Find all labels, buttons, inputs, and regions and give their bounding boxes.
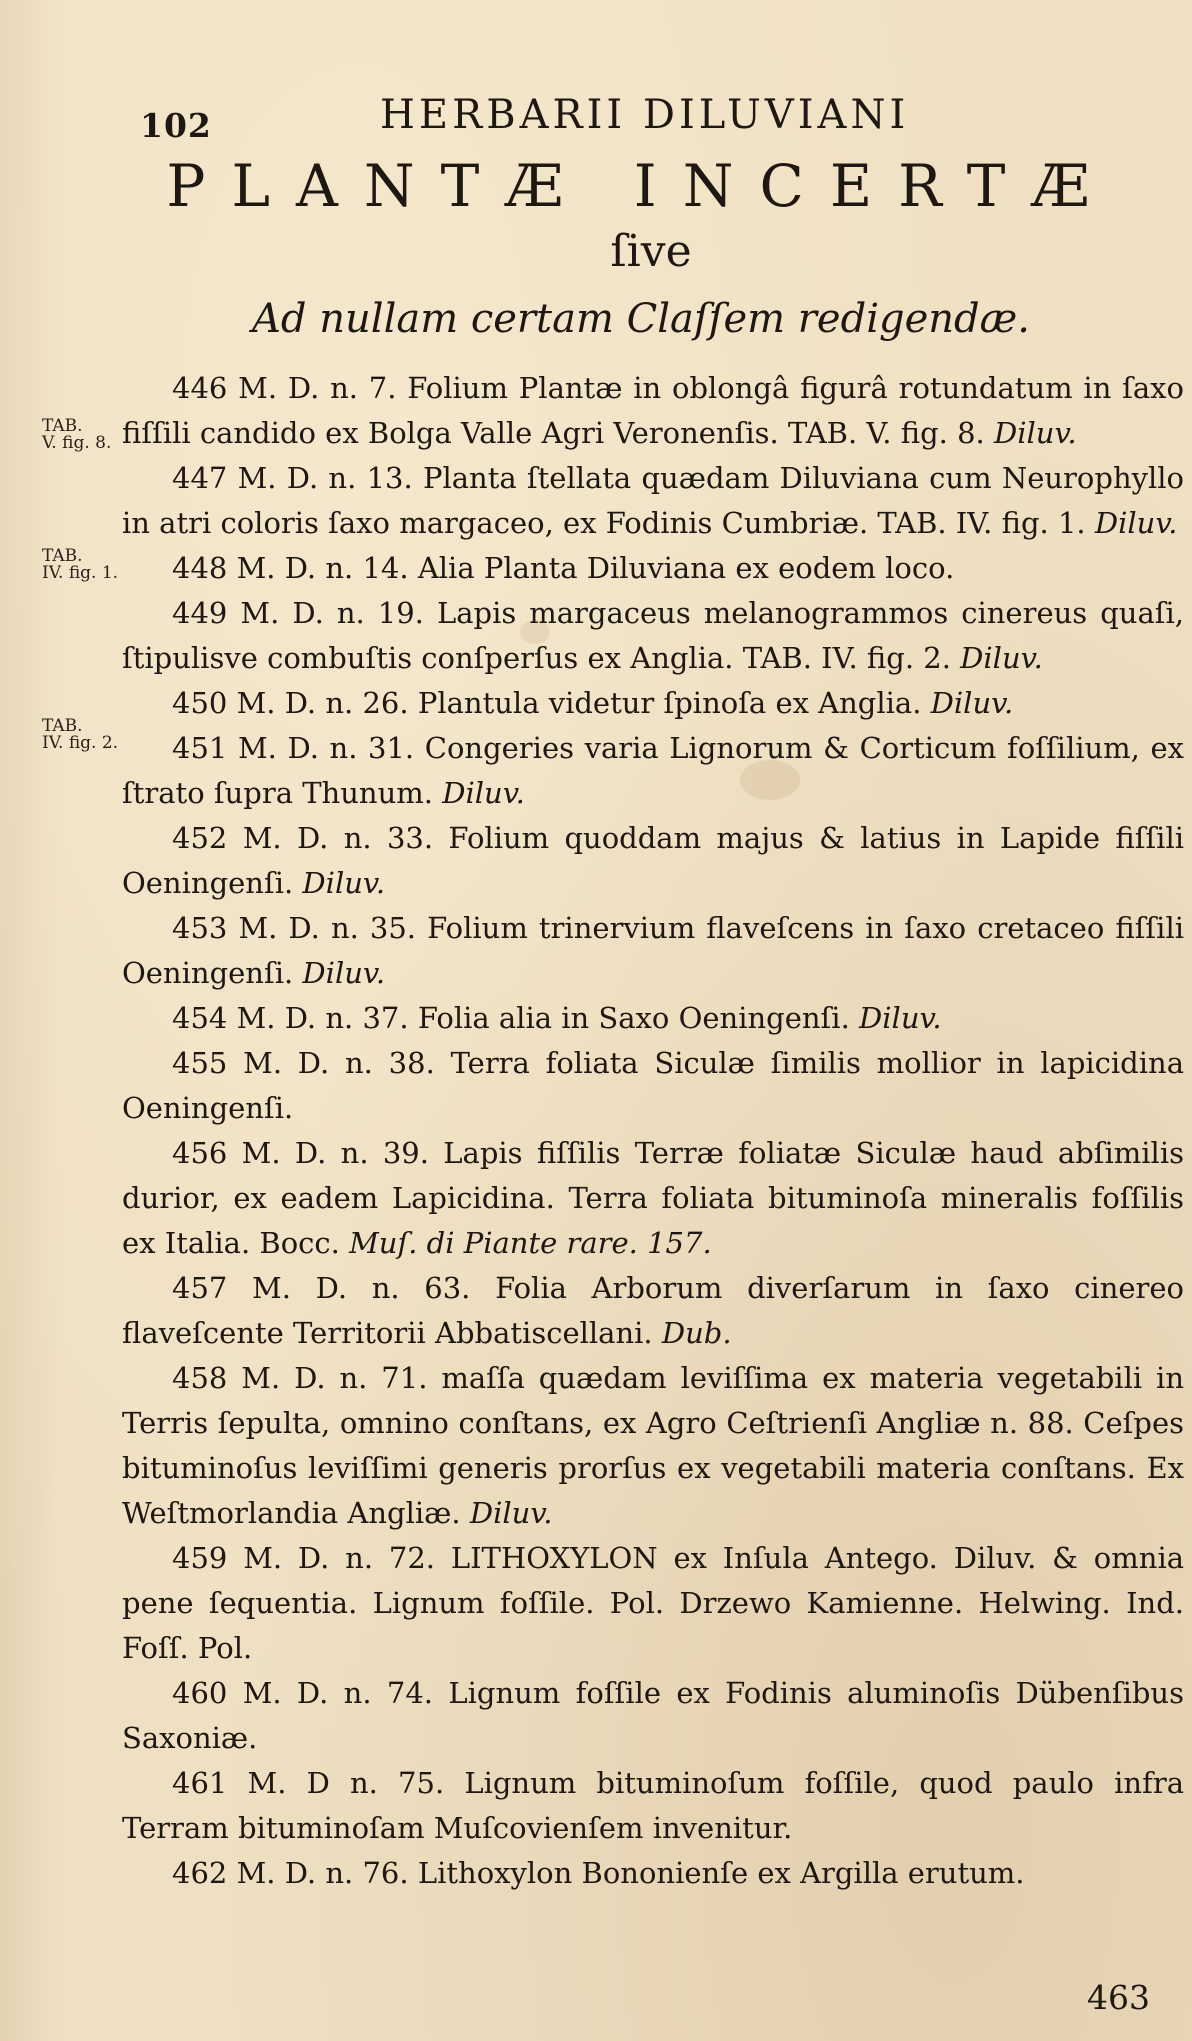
- catalog-entry: [122, 681, 1184, 726]
- entry-reference: M. D. n. 31.: [237, 731, 415, 765]
- margin-note: [42, 548, 120, 582]
- catalog-entry: [122, 1131, 1184, 1266]
- entry-number: 457: [172, 1271, 228, 1305]
- entry-source: Diluv.: [302, 956, 386, 990]
- catchword: 463: [1087, 1978, 1150, 2017]
- entry-source: Diluv.: [930, 686, 1014, 720]
- entry-source: Diluv.: [960, 641, 1043, 675]
- catalog-entry: [122, 726, 1184, 816]
- entry-number: 451: [172, 731, 228, 765]
- catalog-entry: [122, 996, 1184, 1041]
- entry-text: Lapis margaceus melanogrammos cinereus quaſi, ſtipulisve combuſtis conſperſus ex Anglia. TAB. IV. fig. 2.: [122, 596, 1184, 675]
- entry-number: 460: [172, 1676, 228, 1710]
- section-title: PLANTÆ INCERTÆ: [166, 152, 1116, 220]
- entry-reference: M. D. n. 37.: [236, 1001, 409, 1035]
- entry-number: 461: [172, 1766, 228, 1800]
- catalog-entry: [122, 1851, 1184, 1896]
- entry-number: 446: [172, 371, 228, 405]
- entry-text: Planta ſtellata quædam Diluviana cum Neurophyllo in atri coloris ſaxo margaceo, ex Fodinis Cumbriæ. TAB. IV. fig. 1.: [122, 461, 1185, 540]
- catalog-entry: [122, 1761, 1184, 1851]
- entry-number: 459: [172, 1541, 228, 1575]
- entry-reference: M. D n. 75.: [247, 1766, 445, 1800]
- margin-note-line: TAB.: [42, 416, 83, 436]
- entry-number: 453: [172, 911, 228, 945]
- entry-source: Diluv.: [993, 416, 1077, 450]
- entry-number: 448: [172, 551, 228, 585]
- entry-reference: M. D. n. 74.: [242, 1676, 434, 1710]
- catalog-entry: [122, 456, 1184, 546]
- entry-text: Lapis fiſſilis Terræ foliatæ Siculæ haud abſimilis durior, ex eadem Lapicidina. Terra foliata bituminoſa mineralis foſſilis ex Italia. Bocc.: [122, 1136, 1184, 1260]
- entry-text: Plantula videtur ſpinoſa ex Anglia.: [417, 686, 922, 720]
- entry-number: 462: [172, 1856, 228, 1890]
- entry-text: maſſa quædam leviſſima ex materia vegetabili in Terris ſepulta, omnino conſtans, ex Agro Ceſtrienſi Angliæ n. 88. Ceſpes bituminoſus leviſſimi generis prorſus ex vegetabili materia conſtans. Ex Weſtmorlandia Angliæ.: [122, 1361, 1184, 1530]
- running-title: HERBARII DILUVIANI: [380, 92, 910, 138]
- entry-reference: M. D. n. 38.: [243, 1046, 435, 1080]
- entry-reference: M. D. n. 76.: [236, 1856, 409, 1890]
- entry-reference: M. D. n. 39.: [241, 1136, 429, 1170]
- catalog-entry: [122, 366, 1184, 456]
- running-head: [140, 92, 1140, 145]
- entry-number: 450: [172, 686, 228, 720]
- entry-reference: M. D. n. 13.: [237, 461, 413, 495]
- margin-note-line: TAB.: [42, 546, 83, 566]
- catalog-entry: [122, 1356, 1184, 1536]
- entry-number: 454: [172, 1001, 228, 1035]
- catalog-entry: [122, 906, 1184, 996]
- entry-source: Diluv.: [859, 1001, 942, 1035]
- entry-number: 455: [172, 1046, 228, 1080]
- entry-text: LITHOXYLON ex Inſula Antego. Diluv. & omnia pene ſequentia. Lignum foſſile. Pol. Drzewo Kamienne. Helwing. Ind. Foſſ. Pol.: [122, 1541, 1185, 1665]
- catalog-entry: [122, 1536, 1184, 1671]
- entry-reference: M. D. n. 14.: [236, 551, 409, 585]
- entry-text: Alia Planta Diluviana ex eodem loco.: [417, 551, 955, 585]
- entry-text: Lignum foſſile ex Fodinis aluminoſis Dübenſibus Saxoniæ.: [122, 1676, 1184, 1755]
- entry-text: Folia alia in Saxo Oeningenſi.: [417, 1001, 850, 1035]
- catalog-entry: [122, 546, 1184, 591]
- entry-number: 447: [172, 461, 228, 495]
- entry-source: Diluv.: [1094, 506, 1178, 540]
- margin-note: [42, 718, 120, 752]
- entry-text: Folia Arborum diverſarum in ſaxo cinereo flaveſcente Territorii Abbatiscellani.: [122, 1271, 1185, 1350]
- entry-number: 452: [172, 821, 228, 855]
- entry-source: Diluv.: [469, 1496, 553, 1530]
- margin-note-line: TAB.: [42, 716, 83, 736]
- catalog-entry: [122, 1041, 1184, 1131]
- entry-text: Lignum bituminoſum foſſile, quod paulo infra Terram bituminoſam Muſcovienſem invenitur.: [122, 1766, 1184, 1845]
- entry-reference: M. D. n. 63.: [252, 1271, 471, 1305]
- entry-reference: M. D. n. 26.: [236, 686, 409, 720]
- entry-text: Congeries varia Lignorum & Corticum foſſilium, ex ſtrato ſupra Thunum.: [122, 731, 1185, 810]
- catalog-entry: [122, 1266, 1184, 1356]
- entry-reference: M. D. n. 35.: [238, 911, 417, 945]
- section-description: Ad nullam certam Claſſem redigendæ.: [252, 296, 1030, 342]
- catalog-entry: [122, 816, 1184, 906]
- section-subtitle: ſive: [610, 226, 692, 277]
- catalog-entry: [122, 1671, 1184, 1761]
- entry-list: [122, 366, 1184, 1896]
- entry-source: Muſ. di Piante rare. 157.: [349, 1226, 712, 1260]
- entry-reference: M. D. n. 19.: [240, 596, 424, 630]
- entry-source: Diluv.: [442, 776, 525, 810]
- entry-text: Folium Plantæ in oblongâ figurâ rotundatum in ſaxo fiſſili candido ex Bolga Valle Agri Veronenſis. TAB. V. fig. 8.: [122, 371, 1184, 450]
- entry-source: Dub.: [661, 1316, 732, 1350]
- entry-number: 449: [172, 596, 228, 630]
- entry-number: 456: [172, 1136, 228, 1170]
- page-number: 102: [140, 106, 212, 145]
- margin-note: [42, 418, 120, 452]
- margin-note-line: IV. fig. 1.: [42, 563, 119, 583]
- catalog-entry: [122, 591, 1184, 681]
- entry-reference: M. D. n. 72.: [243, 1541, 436, 1575]
- entry-text: Folium trinervium flaveſcens in ſaxo cretaceo fiſſili Oeningenſi.: [122, 911, 1184, 990]
- entry-reference: M. D. n. 33.: [242, 821, 434, 855]
- margin-note-line: V. fig. 8.: [42, 433, 112, 453]
- entry-text: Terra foliata Siculæ ſimilis mollior in lapicidina Oeningenſi.: [122, 1046, 1184, 1125]
- entry-source: Diluv.: [302, 866, 386, 900]
- entry-number: 458: [172, 1361, 228, 1395]
- entry-text: Lithoxylon Bononienſe ex Argilla erutum.: [417, 1856, 1025, 1890]
- entry-reference: M. D. n. 7.: [238, 371, 397, 405]
- entry-text: Folium quoddam majus & latius in Lapide fiſſili Oeningenſi.: [122, 821, 1185, 900]
- margin-note-line: IV. fig. 2.: [42, 733, 119, 753]
- entry-reference: M. D. n. 71.: [241, 1361, 428, 1395]
